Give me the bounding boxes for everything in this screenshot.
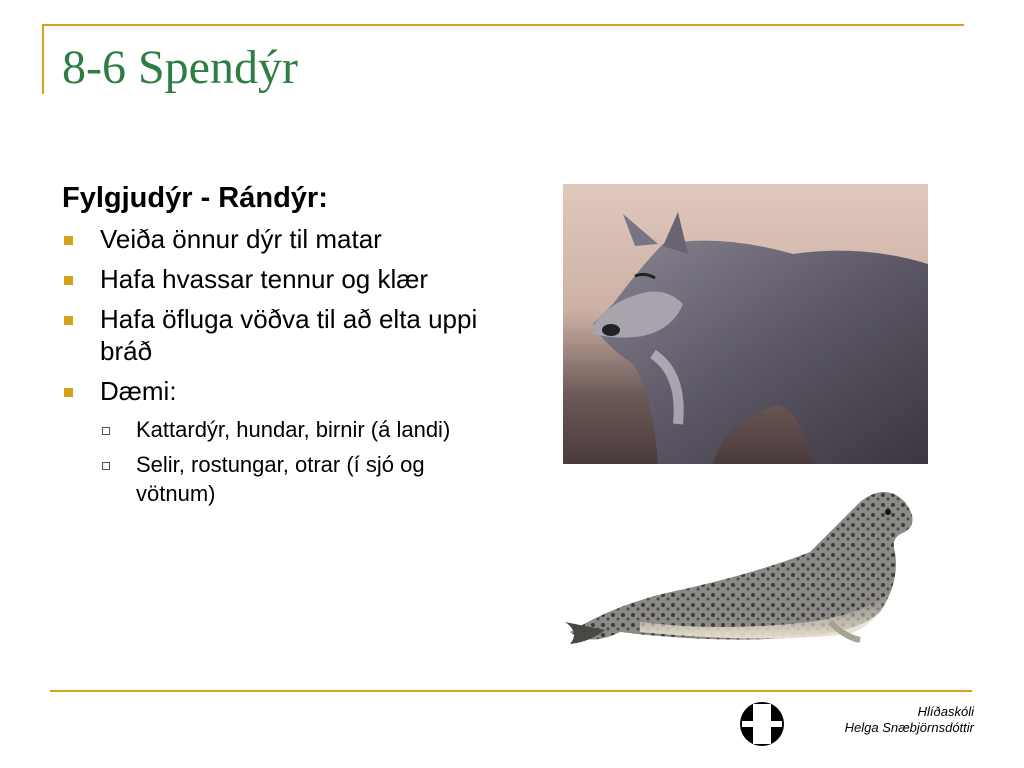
wolf-photo: [563, 184, 928, 464]
seal-illustration: [560, 472, 920, 657]
footer-school: Hlíðaskóli: [917, 704, 974, 719]
bullet-text: Hafa hvassar tennur og klær: [100, 264, 429, 294]
bullet-text: Veiða önnur dýr til matar: [100, 224, 382, 254]
footer-credit: [845, 704, 974, 736]
sub-bullet-text: Kattardýr, hundar, birnir (á landi): [136, 417, 451, 442]
square-bullet-icon: [64, 276, 73, 285]
sub-bullet-item: [62, 415, 502, 444]
hollow-square-bullet-icon: [102, 427, 110, 435]
left-rule: [42, 24, 44, 94]
footer-author: Helga Snæbjörnsdóttir: [844, 720, 974, 735]
square-bullet-icon: [64, 316, 73, 325]
sub-bullet-text: Selir, rostungar, otrar (í sjó og vötnum): [136, 452, 425, 506]
top-rule: [42, 24, 964, 26]
bullet-item: [62, 375, 502, 407]
bullet-item: [62, 223, 502, 255]
bottom-rule: [50, 690, 972, 692]
body-heading: Fylgjudýr - Rándýr:: [62, 182, 328, 214]
slide-title: 8-6 Spendýr: [62, 41, 298, 94]
bullet-item: [62, 303, 502, 367]
bullet-text: Hafa öfluga vöðva til að elta uppi bráð: [100, 304, 478, 366]
square-bullet-icon: [64, 236, 73, 245]
sub-bullet-item: [62, 450, 502, 508]
bullet-text: Dæmi:: [100, 376, 177, 406]
bullet-item: [62, 263, 502, 295]
slide-body: [62, 182, 502, 514]
hollow-square-bullet-icon: [102, 462, 110, 470]
square-bullet-icon: [64, 388, 73, 397]
school-logo: [738, 700, 786, 748]
